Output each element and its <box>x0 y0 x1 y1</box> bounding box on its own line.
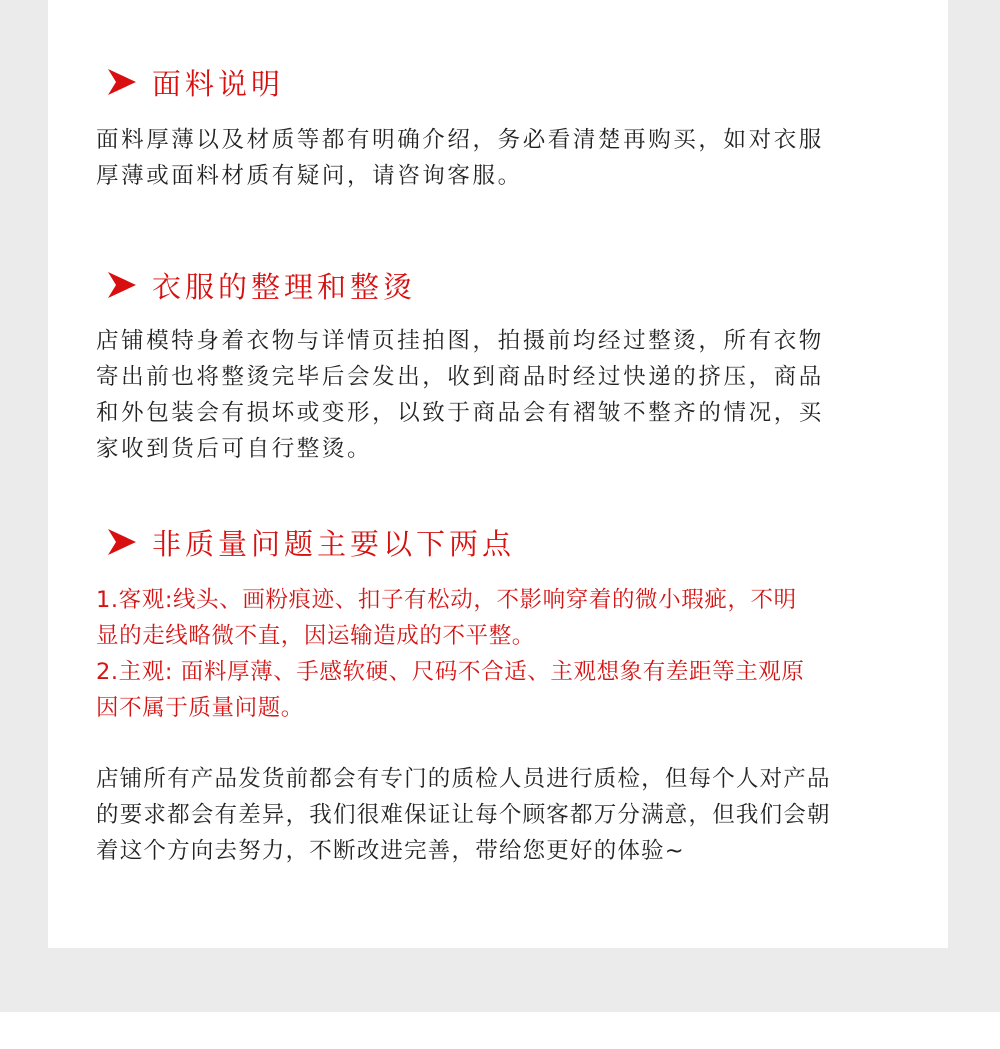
arrow-right-icon <box>108 272 136 298</box>
list-item-line: 1.客观:线头、画粉痕迹、扣子有松动，不影响穿着的微小瑕疵，不明 <box>96 587 797 613</box>
paragraph-line: 面料厚薄以及材质等都有明确介绍，务必看清楚再购买，如对衣服 <box>96 127 824 153</box>
paragraph-line: 店铺模特身着衣物与详情页挂拍图，拍摄前均经过整烫，所有衣物 <box>96 328 824 354</box>
section-heading-text: 面料说明 <box>152 66 285 101</box>
section-paragraph-ironing <box>96 323 886 467</box>
paragraph-line: 的要求都会有差异，我们很难保证让每个顾客都万分满意，但我们会朝 <box>96 802 831 828</box>
section-heading-ironing <box>108 265 416 305</box>
paragraph-line: 厚薄或面料材质有疑问，请咨询客服。 <box>96 163 523 189</box>
section-heading-non-quality <box>108 522 515 562</box>
list-item-line: 显的走线略微不直，因运输造成的不平整。 <box>96 623 535 649</box>
section-heading-text: 衣服的整理和整烫 <box>152 269 417 304</box>
list-item-line: 2.主观: 面料厚薄、手感软硬、尺码不合适、主观想象有差距等主观原 <box>96 659 805 685</box>
paragraph-line: 和外包装会有损坏或变形，以致于商品会有褶皱不整齐的情况，买 <box>96 400 824 426</box>
paragraph-line: 寄出前也将整烫完毕后会发出，收到商品时经过快递的挤压，商品 <box>96 364 824 390</box>
arrow-right-icon <box>108 529 136 555</box>
quality-check-paragraph <box>96 761 886 869</box>
arrow-right-icon <box>108 69 136 95</box>
paragraph-line: 着这个方向去努力，不断改进完善，带给您更好的体验~ <box>96 838 685 864</box>
section-heading-fabric <box>108 62 284 102</box>
paragraph-line: 家收到货后可自行整烫。 <box>96 436 373 462</box>
section-heading-text: 非质量问题主要以下两点 <box>152 526 516 561</box>
list-item-line: 因不属于质量问题。 <box>96 695 304 721</box>
non-quality-list <box>96 582 886 726</box>
section-paragraph-fabric <box>96 122 886 194</box>
paragraph-line: 店铺所有产品发货前都会有专门的质检人员进行质检，但每个人对产品 <box>96 766 831 792</box>
